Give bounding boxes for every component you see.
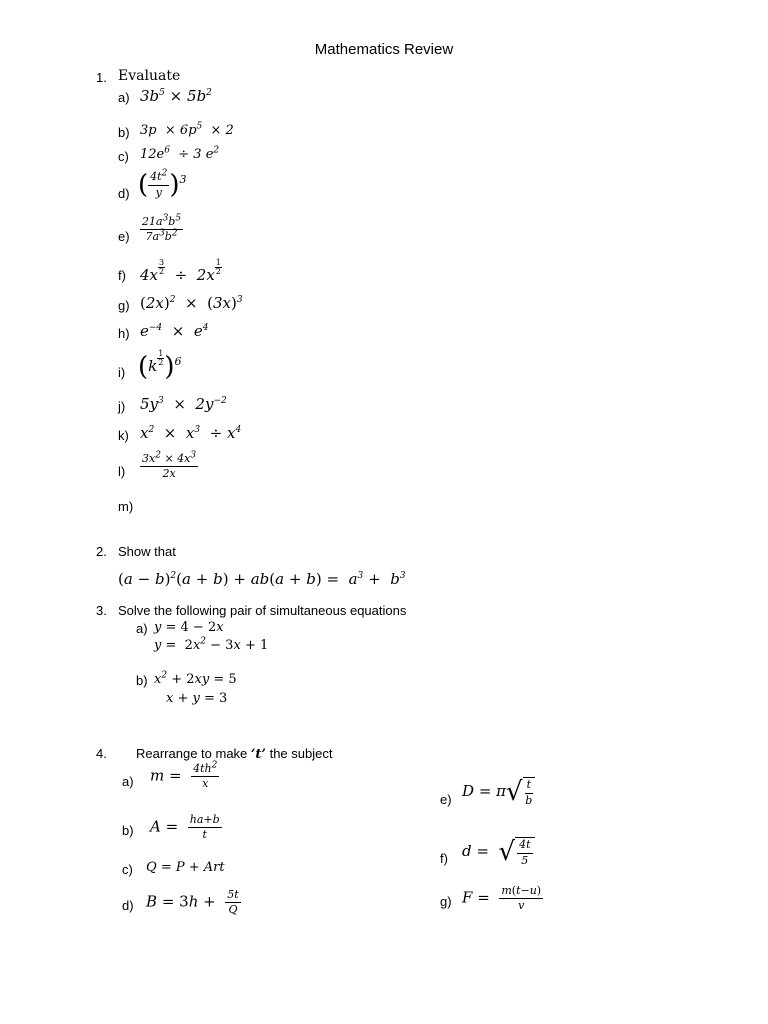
- q3b-equation-2: x + y = 3: [166, 691, 228, 706]
- q1c-label: c): [118, 149, 129, 164]
- q1d-expression: ( $\frac{4t^2}{y}$ )$^3$: [138, 168, 187, 200]
- q1b-label: b): [118, 125, 130, 140]
- q4a-label: a): [122, 774, 134, 789]
- page-title: Mathematics Review: [314, 41, 454, 58]
- q1-heading: Evaluate: [118, 68, 181, 84]
- q2-number: 2.: [96, 544, 107, 559]
- q4c-label: c): [122, 862, 133, 877]
- q1d-label: d): [118, 186, 130, 201]
- q1h-expression: $e^{-4} \times e^4$: [140, 322, 209, 340]
- q3a-equation-2: $y = 2x^2 - 3x + 1$: [154, 636, 269, 653]
- q4-text-start: Rearrange to make: [136, 746, 251, 761]
- q1i-expression: (k $\frac{1}{2}$ )$^6$: [138, 349, 182, 382]
- q2-identity: $(a - b)^2(a + b) + ab(a + b) = a^3 + b^3$: [118, 570, 406, 588]
- q1f-expression: 4x $\frac{3}{2}$ ÷ 2x $\frac{1}{2}$: [140, 258, 221, 284]
- q3-number: 3.: [96, 603, 107, 618]
- q4d-formula: B = 3h + $\frac{5t}{Q}$: [146, 888, 239, 917]
- q4c-formula: Q = P + Art: [146, 860, 225, 875]
- q3a-equation-1: y = 4 − 2x: [154, 620, 224, 635]
- q3-text: Solve the following pair of simultaneous equations: [118, 603, 407, 618]
- q1i-label: i): [118, 365, 126, 380]
- q4-variable: ‘t’: [250, 747, 266, 762]
- q4e-label: e): [440, 792, 452, 807]
- q3b-label: b): [136, 673, 148, 688]
- q1m-label: m): [118, 499, 134, 514]
- q4-text: [136, 746, 332, 762]
- q3a-label: a): [136, 621, 148, 636]
- q1g-label: g): [118, 298, 130, 313]
- q1k-label: k): [118, 428, 129, 443]
- q4f-formula: d = √ $\frac{4t}{5}$: [462, 837, 535, 867]
- q1l-label: l): [118, 464, 126, 479]
- q2-text: Show that: [118, 544, 176, 559]
- q3b-equation-1: $x^2 + 2xy = 5$: [154, 670, 237, 687]
- q1e-expression: $\frac{21a^3b^5}{7a^3b^2}$: [142, 213, 182, 244]
- q1j-expression: $5y^3 \times 2y^{-2}$: [140, 395, 227, 413]
- q1a-label: a): [118, 90, 130, 105]
- q4d-label: d): [122, 898, 134, 913]
- q1j-label: j): [118, 399, 126, 414]
- q4e-formula: D = π√ $\frac{t}{b}$: [462, 777, 535, 807]
- q4b-formula: A = $\frac{ha+b}{t}$: [150, 813, 220, 842]
- q4-number: 4.: [96, 746, 107, 761]
- q1l-expression: $\frac{3x^2 \times 4x^3}{2x}$: [142, 450, 197, 481]
- q4f-label: f): [440, 851, 448, 866]
- q4-text-end: the subject: [265, 746, 333, 761]
- q1c-expression: $12e^6 \div 3$ $e^2$: [140, 145, 220, 162]
- q1a-expression: $3b^5 \times 5b^2$: [140, 87, 212, 105]
- q1-number: 1.: [96, 70, 107, 85]
- q1g-expression: $(2x)^2 \times (3x)^3$: [140, 294, 243, 312]
- q4a-formula: m = $\frac{4th^2}{x}$: [150, 760, 218, 791]
- q4b-label: b): [122, 823, 134, 838]
- q1f-label: f): [118, 268, 126, 283]
- q1b-expression: $3p \times 6p^5 \times 2$: [140, 121, 234, 138]
- q1e-label: e): [118, 229, 130, 244]
- q4g-label: g): [440, 894, 452, 909]
- q4g-formula: F = $\frac{m(t-u)}{v}$: [462, 884, 542, 913]
- q1h-label: h): [118, 326, 130, 341]
- q1k-expression: $x^2 \times x^3 \div x^4$: [140, 424, 242, 442]
